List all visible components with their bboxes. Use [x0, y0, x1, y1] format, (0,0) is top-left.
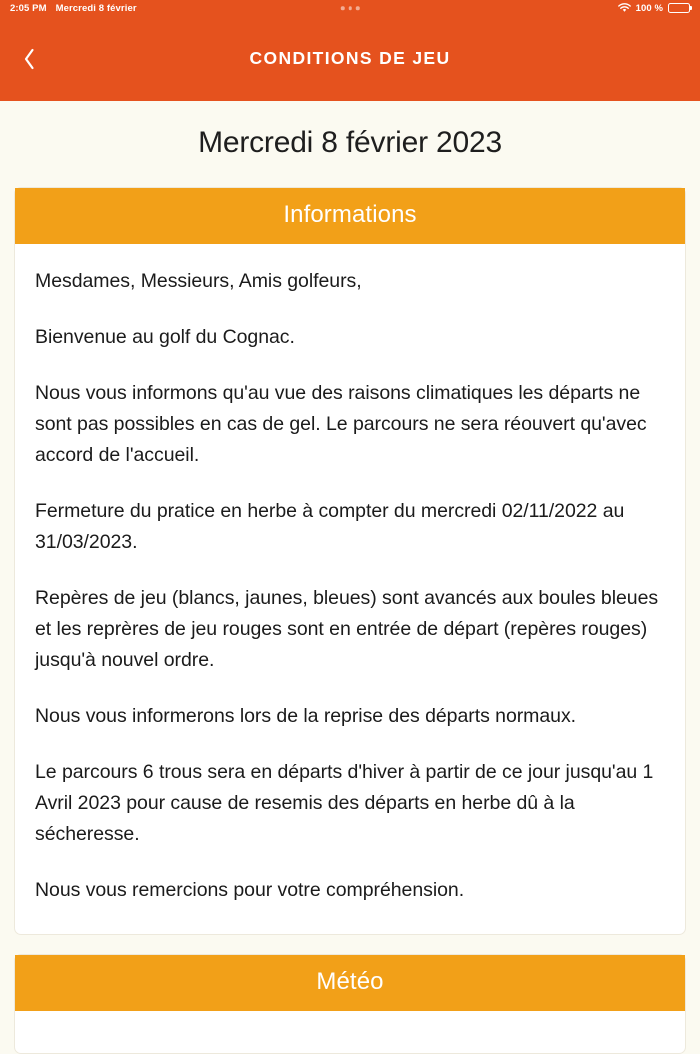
card-body-informations: [15, 244, 685, 934]
status-time: 2:05 PM: [10, 2, 47, 14]
card-informations: [14, 187, 686, 935]
info-paragraph: Fermeture du pratice en herbe à compter du mercredi 02/11/2022 au 31/03/2023.: [35, 500, 625, 553]
battery-percent-label: 100 %: [635, 2, 663, 14]
info-paragraph: Repères de jeu (blancs, jaunes, bleues) sont avancés aux boules bleues et les reprères de jeu rouges sont en entrée de départ (repères rouges) jusqu'à nouvel ordre.: [35, 587, 659, 671]
status-date: Mercredi 8 février: [55, 2, 137, 14]
card-meteo: [14, 954, 686, 1054]
card-header-meteo[interactable]: Météo: [15, 955, 685, 1011]
battery-icon: [668, 3, 690, 13]
chevron-left-icon: [23, 48, 36, 70]
content-scroll-area[interactable]: [0, 101, 700, 995]
status-bar-right: [618, 3, 690, 14]
card-header-informations[interactable]: Informations: [15, 188, 685, 244]
three-dots-icon: [341, 6, 360, 10]
info-paragraph: Nous vous informerons lors de la reprise des départs normaux.: [35, 705, 577, 727]
info-paragraph: Nous vous remercions pour votre compréhension.: [35, 879, 465, 901]
info-paragraph: Mesdames, Messieurs, Amis golfeurs,: [35, 270, 362, 292]
status-bar-left: [10, 3, 137, 14]
info-paragraph: Le parcours 6 trous sera en départs d'hiver à partir de ce jour jusqu'au 1 Avril 2023 pour cause de resemis des départs en herbe dû à la sécheresse.: [35, 761, 654, 845]
status-bar: [0, 0, 700, 16]
info-paragraph: Nous vous informons qu'au vue des raisons climatiques les départs ne sont pas possibles en cas de gel. Le parcours ne sera réouvert qu'avec accord de l'accueil.: [35, 382, 647, 466]
info-paragraph: Bienvenue au golf du Cognac.: [35, 326, 295, 348]
wifi-icon: [618, 3, 631, 13]
page-title-navbar: CONDITIONS DE JEU: [249, 48, 451, 68]
back-button[interactable]: [8, 38, 50, 80]
navigation-bar: [0, 16, 700, 101]
page-title: Mercredi 8 février 2023: [198, 126, 502, 159]
card-body-meteo: [15, 1011, 685, 1053]
